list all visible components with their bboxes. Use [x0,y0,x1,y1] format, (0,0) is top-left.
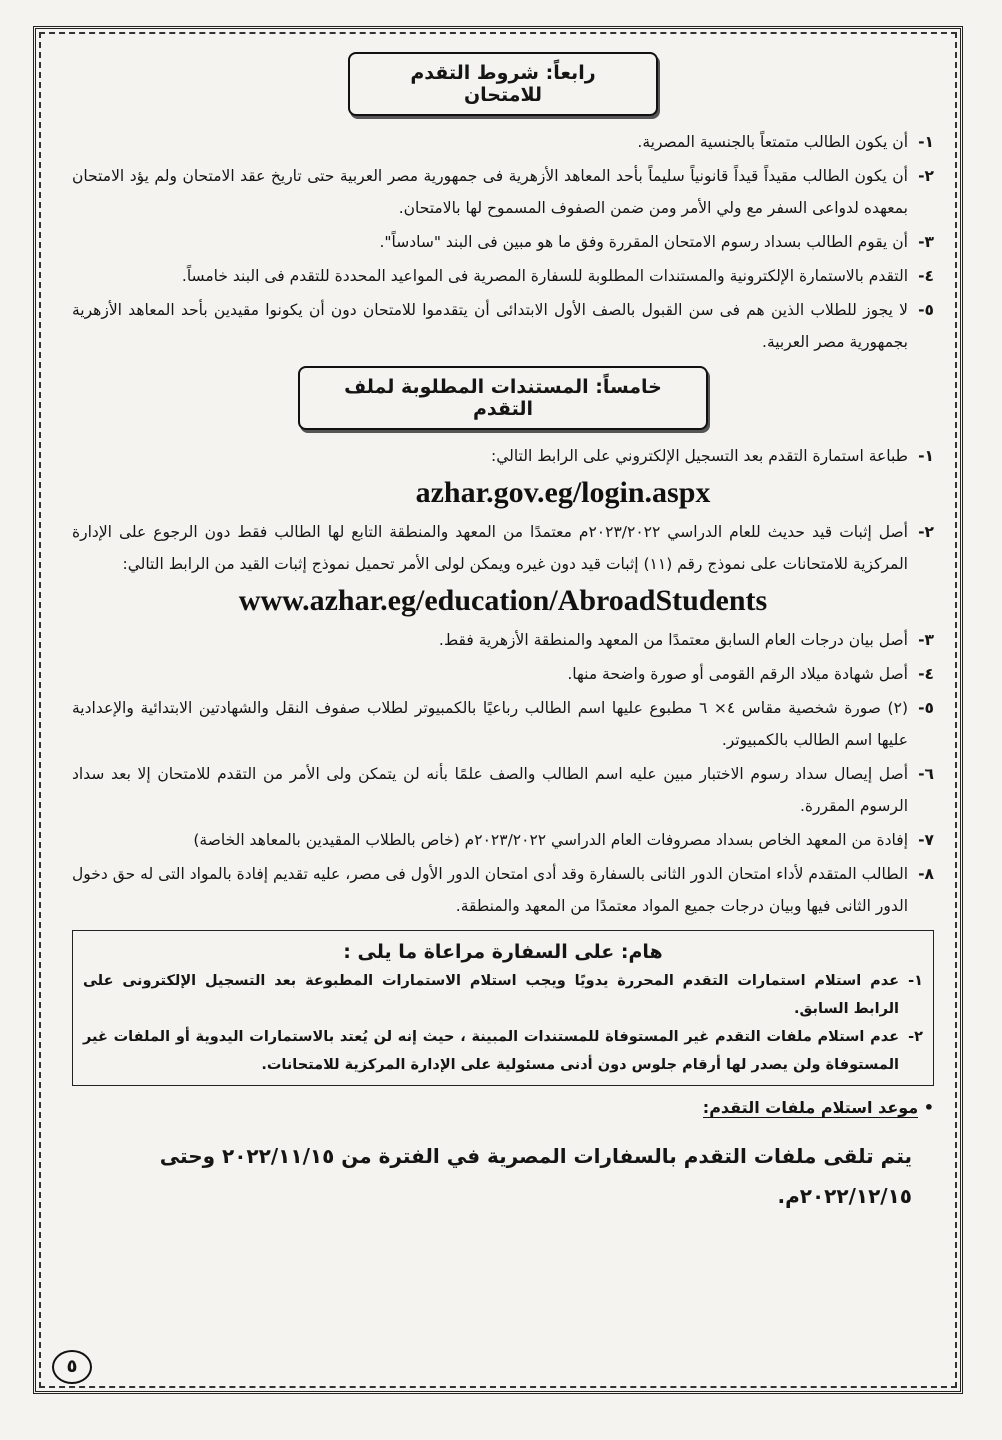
item-text: لا يجوز للطلاب الذين هم فى سن القبول بالصف الأول الابتدائى أن يتقدموا للامتحان دون أن يكونوا مقيدين بأحد المعاهد الأزهرية بجمهورية مصر العربية. [72,301,908,351]
enrollment-form-link[interactable]: www.azhar.eg/education/AbroadStudents [238,584,768,617]
important-notice-box [72,930,934,1086]
item-text: إفادة من المعهد الخاص بسداد مصروفات العام الدراسي ٢٠٢٣/٢٠٢٢م (خاص بالطلاب المقيدين بالمعاهد الخاصة) [193,831,908,849]
item-text: الطالب المتقدم لأداء امتحان الدور الثانى بالسفارة وقد أدى امتحان الدور الأول فى مصر، عليه تقديم إفادة بالمواد التى له حق دخول الدور الثانى فيها وبيان درجات جميع المواد معتمدًا من المعهد والمنطقة. [72,865,908,915]
item-number: ٤- [918,665,934,683]
item-number: ١- [908,973,923,989]
list-item [72,126,934,158]
item-number: ٦- [918,765,934,783]
item-number: ٤- [918,267,934,285]
important-title: هام: على السفارة مراعاة ما يلى : [343,941,663,963]
page-content [72,44,934,1216]
list-item [72,692,934,756]
list-item [72,440,934,472]
deadline-text: يتم تلقى ملفات التقدم بالسفارات المصرية في الفترة من ٢٠٢٢/١١/١٥ وحتى ٢٠٢٢/١٢/١٥م. [159,1144,912,1208]
item-number: ٢- [918,167,934,185]
item-number: ١- [918,447,934,465]
list-item [72,160,934,224]
deadline-label-text: موعد استلام ملفات التقدم: [702,1098,919,1117]
deadline-label [72,1094,934,1122]
item-text: طباعة استمارة التقدم بعد التسجيل الإلكتروني على الرابط التالي: [490,447,908,465]
section5-heading: خامساً: المستندات المطلوبة لملف التقدم [298,366,708,430]
list-item [72,758,934,822]
item-number: ٢- [908,1029,923,1045]
list-item [72,858,934,922]
item-number: ٣- [918,233,934,251]
list-item [72,516,934,580]
list-item [72,260,934,292]
registration-link[interactable]: azhar.gov.eg/login.aspx [415,476,711,509]
item-text: أصل إيصال سداد رسوم الاختبار مبين عليه اسم الطالب والصف علمًا بأنه لن يتمكن ولى الأمر من التقدم للامتحان إلا بعد سداد الرسوم المقررة. [72,765,908,815]
item-number: ٧- [918,831,934,849]
item-number: ٨- [918,865,934,883]
item-text: أصل إثبات قيد حديث للعام الدراسي ٢٠٢٣/٢٠٢٢م معتمدًا من المعهد والمنطقة التابع لها الطالب فقط دون الرجوع على الإدارة المركزية للامتحانات على نموذج رقم (١١) إثبات قيد دون غيره ويمكن لولى الأمر تحميل نموذج إثبات القيد من الرابط التالي: [72,523,908,573]
item-text: (٢) صورة شخصية مقاس ٤× ٦ مطبوع عليها اسم الطالب رباعيًا بالكمبيوتر لطلاب صفوف النقل والشهادتين الابتدائية والإعدادية عليها اسم الطالب بالكمبيوتر. [72,699,908,749]
item-number: ١- [918,133,934,151]
notice-item [83,967,923,1023]
list-item [72,658,934,690]
item-number: ٥- [918,301,934,319]
item-text: عدم استلام استمارات التقدم المحررة يدويًا ويجب استلام الاستمارات المطبوعة بعد التسجيل الإلكترونى على الرابط السابق. [83,973,899,1017]
section5-list [72,440,934,922]
list-item [72,624,934,656]
item-text: التقدم بالاستمارة الإلكترونية والمستندات المطلوبة للسفارة المصرية فى المواعيد المحددة للتقدم فى البند خامساً. [181,267,908,285]
item-text: عدم استلام ملفات التقدم غير المستوفاة للمستندات المبينة ، حيث إنه لن يُعتد بالاستمارات اليدوية أو الملفات غير المستوفاة ولن يصدر لها أرقام جلوس دون أدنى مسئولية على الإدارة المركزية للامتحانات. [83,1029,899,1073]
notice-item [83,1023,923,1079]
section4-heading: رابعاً: شروط التقدم للامتحان [348,52,658,116]
item-text: أن يكون الطالب متمتعاً بالجنسية المصرية. [637,133,908,151]
item-text: أن يقوم الطالب بسداد رسوم الامتحان المقررة وفق ما هو مبين فى البند "سادساً". [379,233,908,251]
item-text: أصل بيان درجات العام السابق معتمدًا من المعهد والمنطقة الأزهرية فقط. [438,631,908,649]
list-item [72,226,934,258]
list-item [72,824,934,856]
page-number: ٥ [52,1350,92,1384]
list-item [72,294,934,358]
section4-list [72,126,934,358]
item-number: ٣- [918,631,934,649]
bullet-icon: • [923,1098,934,1117]
item-number: ٥- [918,699,934,717]
item-text: أن يكون الطالب مقيداً قيداً قانونياً سليماً بأحد المعاهد الأزهرية فى جمهورية مصر العربية حتى تاريخ عقد الامتحان ولم يؤد الامتحان بمعهده لدواعى السفر مع ولي الأمر ومن ضمن الصفوف المسموح لها بالامتحان. [72,167,908,217]
item-number: ٢- [918,523,934,541]
item-text: أصل شهادة ميلاد الرقم القومى أو صورة واضحة منها. [567,665,908,683]
